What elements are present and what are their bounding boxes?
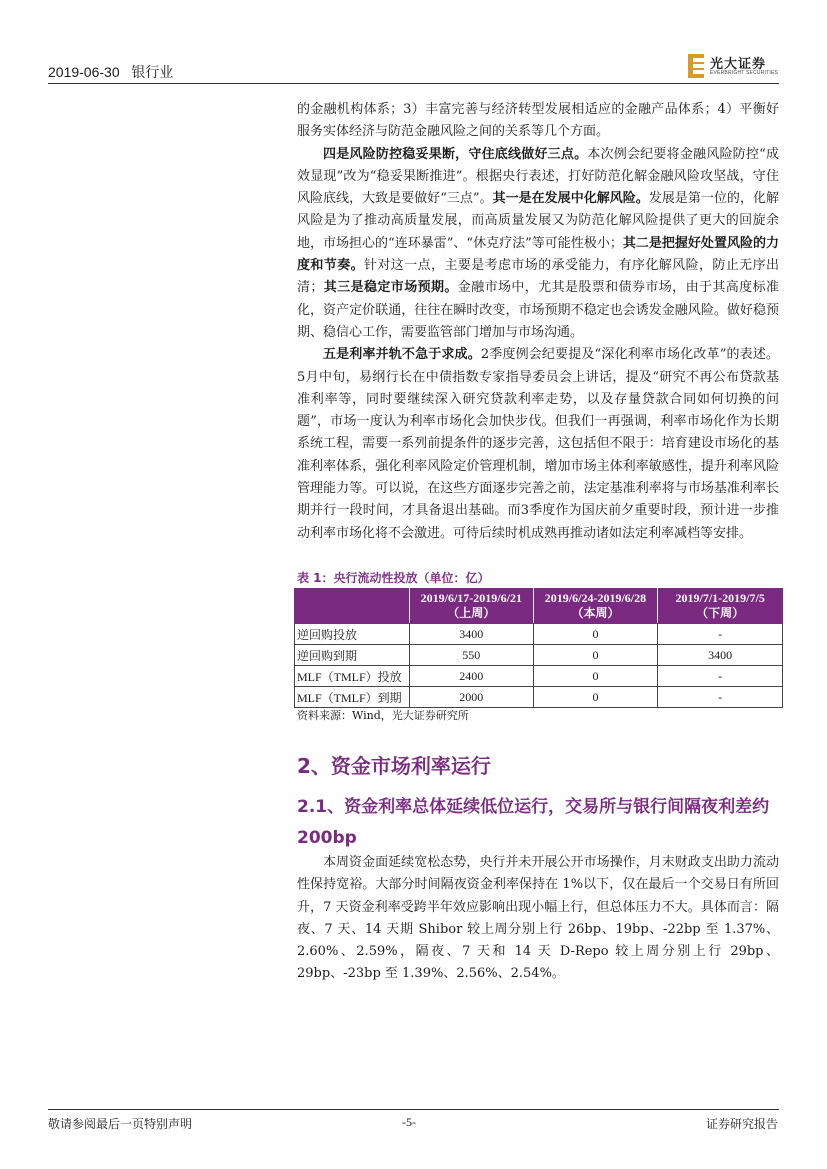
header-next-week bbox=[658, 589, 783, 624]
row-label: MLF（TMLF）投放 bbox=[295, 666, 410, 687]
footer-disclaimer: 敬请参阅最后一页特别声明 bbox=[48, 1117, 193, 1131]
table-source: 资料来源：Wind，光大证券研究所 bbox=[297, 709, 469, 722]
table-caption: 表 1：央行流动性投放（单位：亿） bbox=[297, 571, 490, 585]
everbright-logo-icon bbox=[688, 54, 706, 78]
logo-name-cn: 光大证券 bbox=[710, 57, 767, 72]
point-five-heading: 五是利率并轨不急于求成。 bbox=[323, 347, 481, 363]
cell-value: - bbox=[658, 687, 783, 708]
header-date-sector bbox=[48, 62, 173, 82]
cell-value: 0 bbox=[533, 624, 658, 645]
paragraph-2 bbox=[297, 144, 779, 345]
point-two-heading: 其二是把握好处置风险的力度和节奏。 bbox=[297, 235, 779, 274]
paragraph-1: 的金融机构体系；3）丰富完善与经济转型发展相适应的金融产品体系；4）平衡好服务实体经济与防范金融风险之间的关系等几个方面。 bbox=[297, 102, 779, 140]
logo-name-en: EVERBRIGHT SECURITIES bbox=[710, 70, 779, 76]
text-run: 金融市场中，尤其是股票和债券市场，由于其高度标准化，资产定价联通，往往在瞬时改变，市场预期不稳定也会诱发金融风险。做好稳预期、稳信心工作，需要监管部门增加与市场沟通。 bbox=[297, 280, 779, 340]
table-row bbox=[295, 666, 783, 687]
cell-value: - bbox=[658, 624, 783, 645]
footer-report-type: 证券研究报告 bbox=[706, 1117, 779, 1131]
header-this-week bbox=[533, 589, 658, 624]
row-label: 逆回购投放 bbox=[295, 624, 410, 645]
table-row bbox=[295, 645, 783, 666]
header-dates: 2019/6/24-2019/6/28 bbox=[544, 591, 647, 605]
body-text bbox=[297, 99, 779, 545]
row-label: 逆回购到期 bbox=[295, 645, 410, 666]
sector-label: 银行业 bbox=[131, 64, 174, 80]
cell-value: 2000 bbox=[409, 687, 533, 708]
header-empty bbox=[295, 589, 410, 624]
subsection-heading: 2.1、资金利率总体延续低位运行，交易所与银行间隔夜利差约 200bp bbox=[297, 797, 770, 848]
point-three-heading: 其三是稳定市场预期。 bbox=[323, 280, 458, 296]
text-run: 针对这一点，主要是考虑市场的承受能力，有序化解风险，防止无序出清； bbox=[297, 258, 779, 296]
header-dates: 2019/7/1-2019/7/5 bbox=[675, 591, 765, 605]
point-four-heading: 四是风险防控稳妥果断，守住底线做好三点。 bbox=[323, 146, 588, 162]
header-week: （本周） bbox=[571, 606, 620, 620]
cell-value: 0 bbox=[533, 666, 658, 687]
table-header-row bbox=[295, 589, 783, 624]
cell-value: - bbox=[658, 666, 783, 687]
header-divider bbox=[48, 83, 779, 84]
cell-value: 3400 bbox=[658, 645, 783, 666]
paragraph-3 bbox=[297, 344, 779, 545]
header-week: （上周） bbox=[447, 606, 496, 620]
header-week: （下周） bbox=[696, 606, 745, 620]
table-row bbox=[295, 624, 783, 645]
cell-value: 2400 bbox=[409, 666, 533, 687]
report-date: 2019-06-30 bbox=[48, 64, 120, 80]
header-last-week bbox=[409, 589, 533, 624]
row-label: MLF（TMLF）到期 bbox=[295, 687, 410, 708]
header-dates: 2019/6/17-2019/6/21 bbox=[420, 591, 522, 605]
text-run: 2季度例会纪要提及“深化利率市场化改革”的表述。5月中旬，易纲行长在中债指数专家指导委员会上讲话，提及“研究不再公布贷款基准利率等，同时要继续深入研究贷款利率走势，以及存量贷款合同如何切换的问题”，市场一度认为利率市场化会加快步伐。但我们一再强调，利率市场化作为长期系统工程，需要一系列前提条件的逐步完善，这包括但不限于：培育建设市场化的基准利率体系，强化利率风险定价管理机制，增加市场主体利率敏感性，提升利率风险管理能力等。可以说，在这些方面逐步完善之前，法定基准利率将与市场基准利率长期并行一段时间，才具备退出基础。而3季度作为国庆前夕重要时段，预计进一步推动利率市场化将不会激进。可待后续时机成熟再推动诸如法定利率减档等安排。 bbox=[297, 347, 779, 541]
footer-divider bbox=[48, 1109, 779, 1110]
cell-value: 0 bbox=[533, 687, 658, 708]
section-heading: 2、资金市场利率运行 bbox=[297, 754, 491, 778]
everbright-logo bbox=[688, 52, 780, 80]
table-row bbox=[295, 687, 783, 708]
liquidity-table bbox=[294, 588, 783, 708]
section-paragraph: 本周资金面延续宽松态势，央行并未开展公开市场操作，月末财政支出助力流动性保持宽裕。大部分时间隔夜资金利率保持在 1%以下，仅在最后一个交易日有所回升，7 天资金利率受跨半年效应影响出现小幅上行，但总体压力不大。具体而言：隔夜、7 天、14 天期 Shibor 较上周分别上行 26bp、19bp、-22bp 至 1.37%、2.60%、2.59%，隔夜、7 天和 14 天 D-Repo 较上周分别上行 29bp、29bp、-23bp 至 1.39%、2.56%、2.54%。 bbox=[297, 855, 779, 982]
cell-value: 3400 bbox=[409, 624, 533, 645]
cell-value: 550 bbox=[409, 645, 533, 666]
section-body bbox=[297, 852, 779, 986]
point-one-heading: 其一是在发展中化解风险。 bbox=[492, 191, 649, 207]
text-run: 本次例会纪要将金融风险防控“成效显现”改为“稳妥果断推进”。根据央行表述，打好防范化解金融风险攻坚战，守住风险底线，大致是要做好“三点”。 bbox=[297, 146, 779, 207]
page-number: -5- bbox=[402, 1115, 416, 1129]
text-run: 发展是第一位的，化解风险是为了推动高质量发展，而高质量发展又为防范化解风险提供了更大的回旋余地，市场担心的“连环暴雷”、“休克疗法”等可能性极小； bbox=[297, 191, 779, 251]
cell-value: 0 bbox=[533, 645, 658, 666]
